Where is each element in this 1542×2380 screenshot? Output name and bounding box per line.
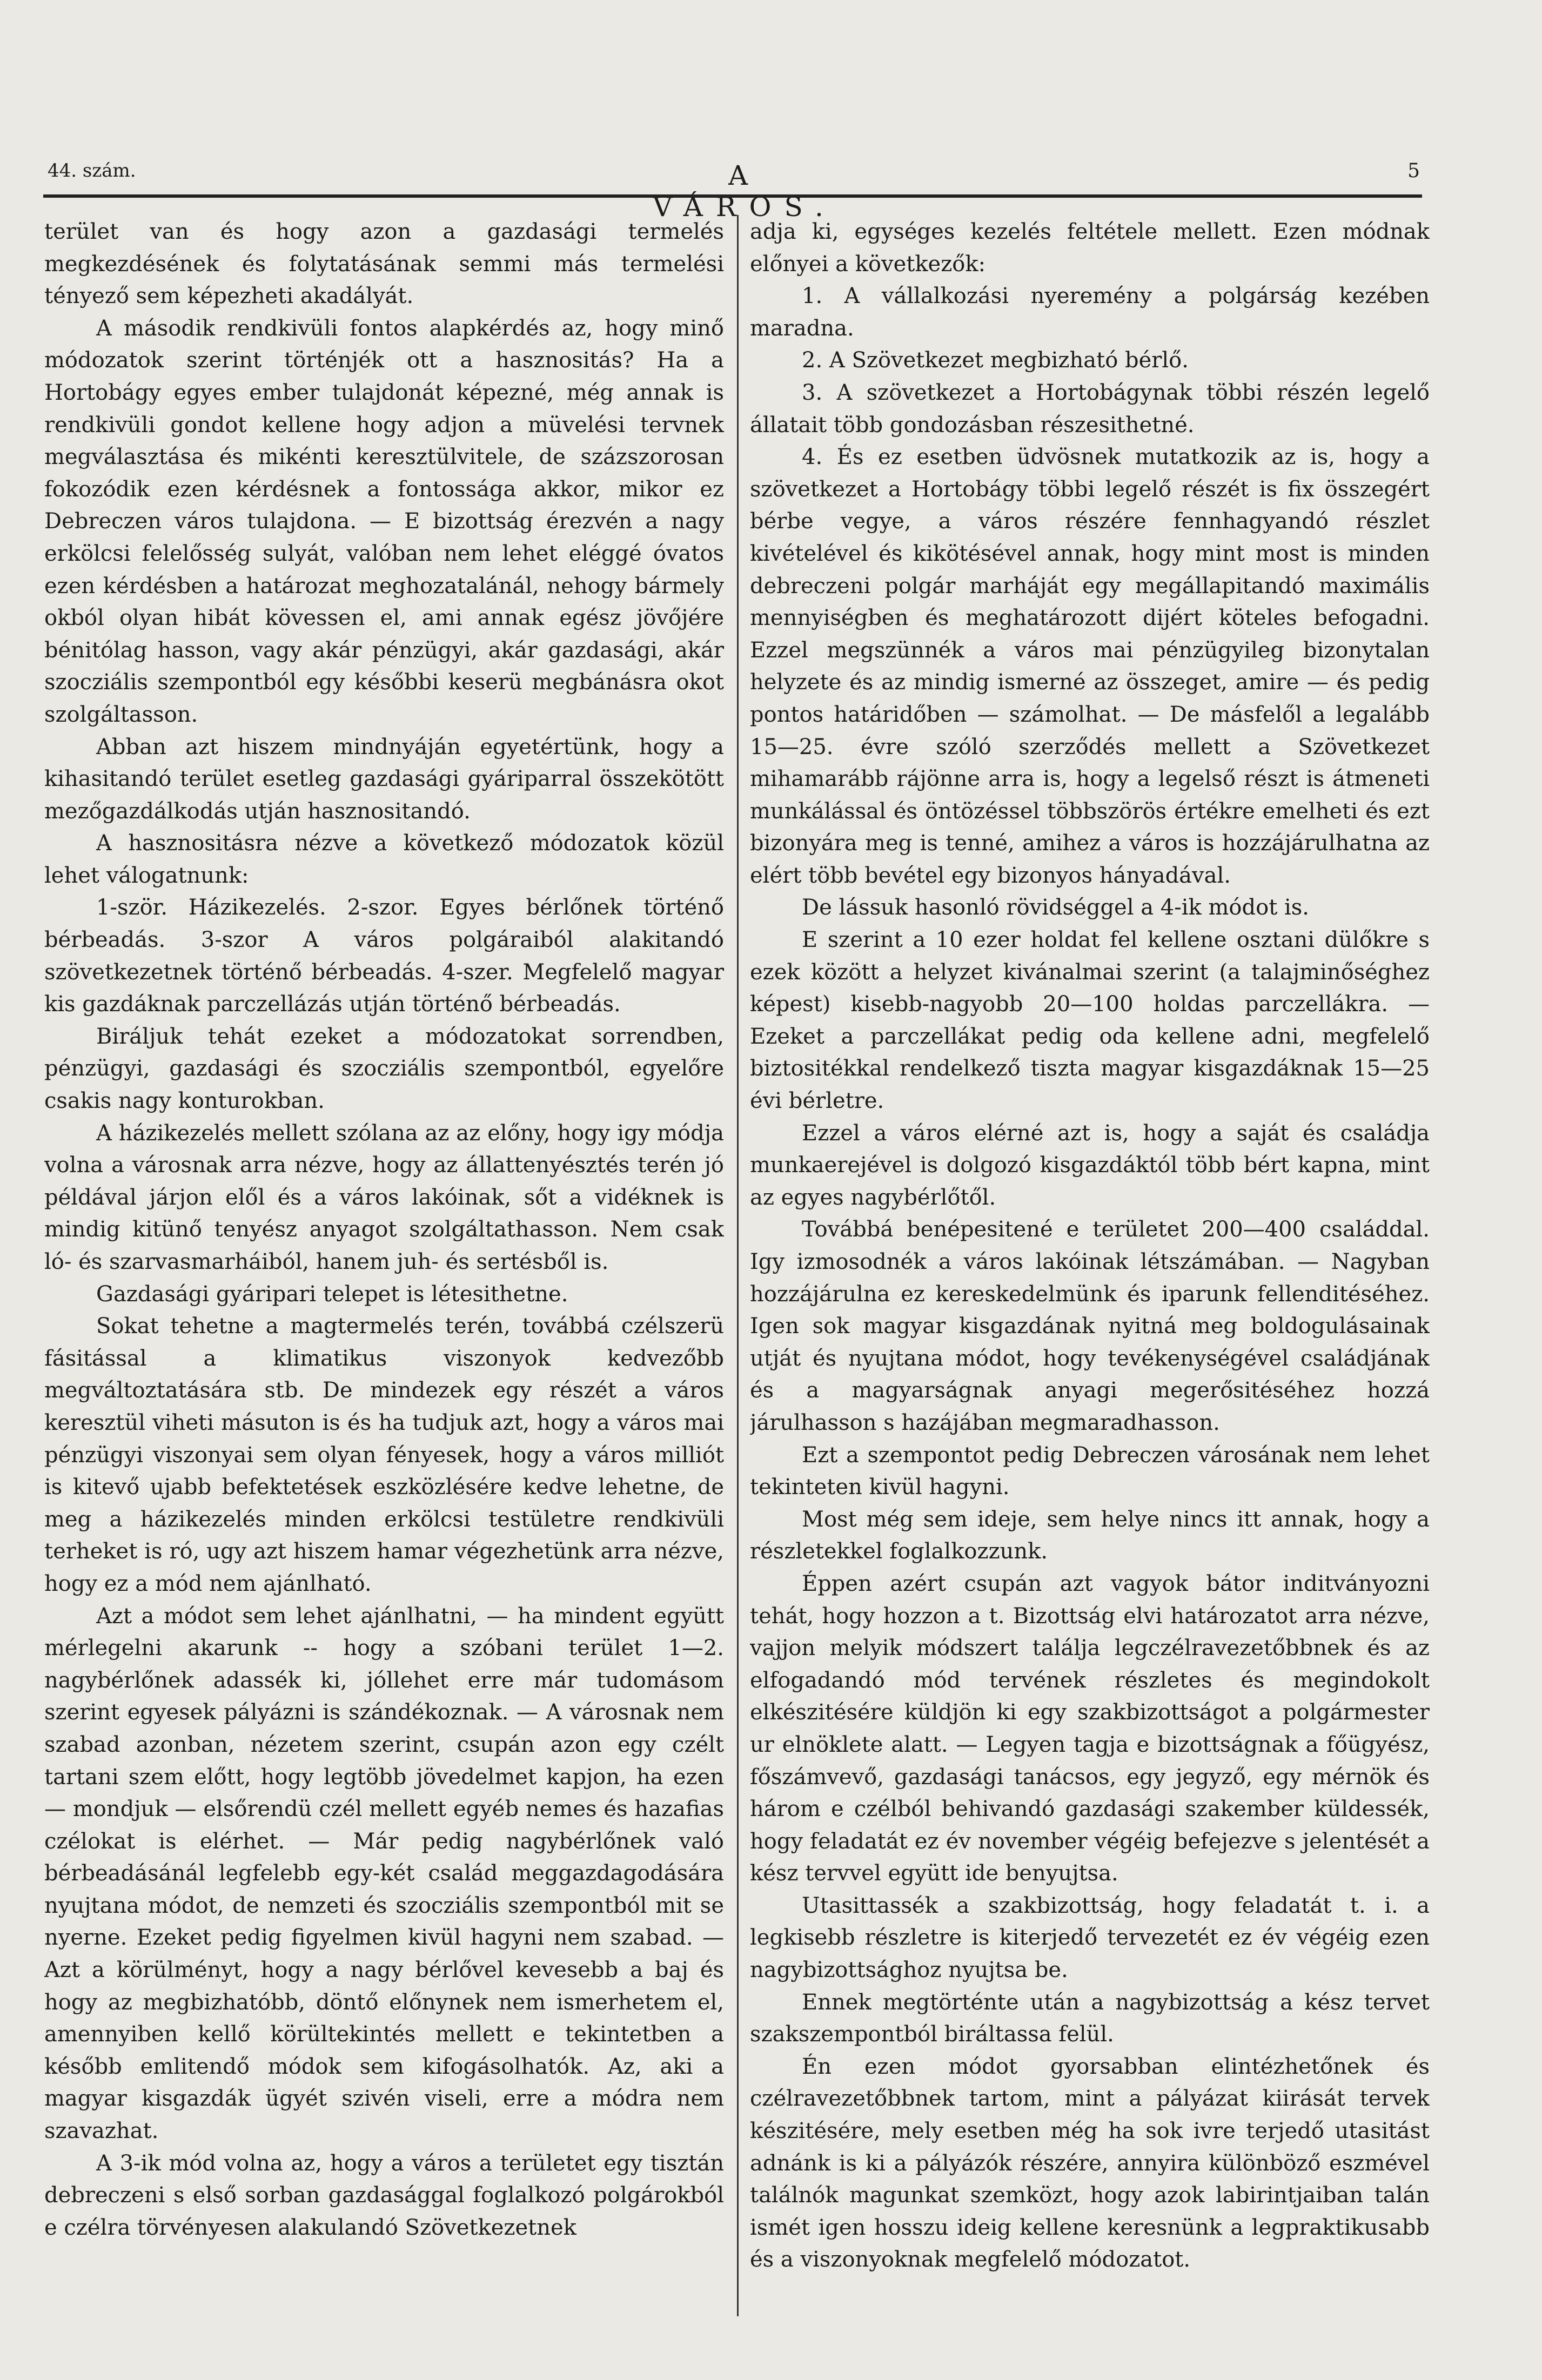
page-header: [48, 160, 1420, 223]
left-column: [44, 216, 724, 2312]
paragraph: Gazdasági gyáripari telepet is létesithetne.: [96, 1281, 568, 1307]
header-rule: [43, 194, 1422, 198]
paragraph: 1-ször. Házikezelés. 2-szor. Egyes bérlőnek történő bérbeadás. 3-szor A város polgáraiból alakitandó szövetkezetnek történő bérbeadás. 4-szer. Megfelelő magyar kis gazdáknak parczellázás utján történő bérbeadás.: [44, 895, 724, 1017]
paragraph: A hasznositásra nézve a következő módozatok közül lehet válogatnunk:: [44, 831, 724, 888]
paragraph: 1. A vállalkozási nyeremény a polgárság kezében maradna.: [750, 284, 1430, 341]
paragraph: Most még sem ideje, sem helye nincs itt annak, hogy a részletekkel foglalkozzunk.: [750, 1507, 1430, 1564]
paragraph: Ezt a szempontot pedig Debreczen városának nem lehet tekinteten kivül hagyni.: [750, 1442, 1430, 1500]
paragraph: 4. És ez esetben üdvösnek mutatkozik az is, hogy a szövetkezet a Hortobágy többi legelő részét is fix összegért bérbe vegye, a város részére fennhagyandó részlet kivételével és kikötésével annak, hogy mint most is minden debreczeni polgár marháját egy megállapitandó maximális mennyiségben és meghatározott dijért köteles befogadni. Ezzel megszünnék a város mai pénzügyileg bizonytalan helyzete és az mindig ismerné az összeget, amire — és pedig pontos határidőben — számolhat. — De másfelől a legalább 15—25. évre szóló szerződés mellett a Szövetkezet mihamarább rájönne arra is, hogy a legelső részt is átmeneti munkálással és öntözéssel többszörös értékre emelheti és ezt bizonyára meg is tenné, amihez a város is hozzájárulhatna az elért több bevétel egy bizonyos hányadával.: [750, 445, 1430, 888]
paragraph: adja ki, egységes kezelés feltétele mellett. Ezen módnak előnyei a következők:: [750, 219, 1430, 277]
right-column: [750, 216, 1430, 2312]
paragraph: Továbbá benépesitené e területet 200—400 családdal. Igy izmosodnék a város lakóinak létszámában. — Nagyban hozzájárulna ez kereskedelmünk és iparunk fellenditéséhez. Igen sok magyar kisgazdának nyitná meg boldogulásainak utját és nyujtana módot, hogy tevékenységével családjának és a magyarságnak anyagi megerősitéséhez hozzá járulhasson s hazájában megmaradhasson.: [750, 1217, 1430, 1435]
paragraph: Biráljuk tehát ezeket a módozatokat sorrendben, pénzügyi, gazdasági és szocziális szempontból, egyelőre csakis nagy konturokban.: [44, 1024, 724, 1114]
paragraph: A második rendkivüli fontos alapkérdés az, hogy minő módozatok szerint történjék ott a hasznositás? Ha a Hortobágy egyes ember tulajdonát képezné, még annak is rendkivüli gondot kellene hogy adjon a müvelési tervnek megválasztása és mikénti keresztülvitele, de százszorosan fokozódik ezen kérdésnek a fontossága akkor, mikor ez Debreczen város tulajdona. — E bizottság érezvén a nagy erkölcsi felelősség sulyát, valóban nem lehet eléggé óvatos ezen kérdésben a határozat meghozatalánál, nehogy bármely okból olyan hibát kövessen el, ami annak egész jövőjére bénitólag hasson, vagy akár pénzügyi, akár gazdasági, akár szocziális szempontból egy későbbi keserü megbánásra okot szolgáltasson.: [44, 315, 724, 727]
paragraph: Abban azt hiszem mindnyáján egyetértünk, hogy a kihasitandó terület esetleg gazdasági gyáriparral összekötött mezőgazdálkodás utján hasznositandó.: [44, 734, 724, 824]
page-number: 5: [1407, 160, 1420, 182]
paragraph: Éppen azért csupán azt vagyok bátor inditványozni tehát, hogy hozzon a t. Bizottság elvi határozatot arra nézve, vajjon melyik módszert találja legczélravezetőbbnek és az elfogadandó mód tervének részletes és megindokolt elkészitésére küldjön ki egy szakbizottságot a polgármester ur elnöklete alatt. — Legyen tagja e bizottságnak a főügyész, főszámvevő, gazdasági tanácsos, egy jegyző, egy mérnök és három e czélból behivandó gazdasági szakember küldessék, hogy feladatát ez év november végéig befejezve s jelentését a kész tervvel együtt ide benyujtsa.: [750, 1571, 1430, 1886]
paragraph: A 3-ik mód volna az, hogy a város a területet egy tisztán debreczeni s első sorban gazdasággal foglalkozó polgárokból e czélra törvényesen alakulandó Szövetkezetnek: [44, 2150, 724, 2240]
paragraph: 2. A Szövetkezet megbizható bérlő.: [802, 348, 1189, 373]
paragraph: A házikezelés mellett szólana az az előny, hogy igy módja volna a városnak arra nézve, hogy az állattenyésztés terén jó példával járjon elől és a város lakóinak, sőt a vidéknek is mindig kitünő tenyész anyagot szolgáltathasson. Nem csak ló- és szarvasmarháiból, hanem juh- és sertésből is.: [44, 1120, 724, 1274]
column-divider: [737, 215, 739, 2316]
paragraph: Azt a módot sem lehet ajánlhatni, — ha mindent együtt mérlegelni akarunk -- hogy a szóbani terület 1—2. nagybérlőnek adassék ki, jóllehet erre már tudomásom szerint egyesek pályázni is szándékoznak. — A városnak nem szabad azonban, nézetem szerint, csupán azon egy czélt tartani szem előtt, hogy legtöbb jövedelmet kapjon, ha ezen — mondjuk — elsőrendü czél mellett egyéb nemes és hazafias czélokat is elérhet. — Már pedig nagybérlőnek való bérbeadásánál legfelebb egy-két család meggazdagodására nyujtana módot, de nemzeti és szocziális szempontból mit se nyerne. Ezeket pedig figyelmen kivül hagyni nem szabad. — Azt a körülményt, hogy a nagy bérlővel kevesebb a baj és hogy az megbizhatóbb, döntő előnynek nem ismerhetem el, amennyiben kellő körültekintés mellett e tekintetben a később emlitendő módok sem kifogásolhatók. Az, aki a magyar kisgazdák ügyét szivén viseli, erre a módra nem szavazhat.: [44, 1603, 724, 2144]
issue-number: 44. szám.: [48, 160, 136, 181]
paragraph: 3. A szövetkezet a Hortobágynak többi részén legelő állatait több gondozásban részesithetné.: [750, 380, 1430, 438]
paragraph: Sokat tehetne a magtermelés terén, továbbá czélszerü fásitással a klimatikus viszonyok kedvezőbb megváltoztatására stb. De mindezek egy részét a város keresztül viheti másuton is és ha tudjuk azt, hogy a város mai pénzügyi viszonyai sem olyan fényesek, hogy a város milliót is kitevő ujabb befektetések eszközlésére kedve lehetne, de meg a házikezelés minden erkölcsi testületre rendkivüli terheket is ró, ugy azt hiszem hamar végezhetünk arra nézve, hogy ez a mód nem ajánlható.: [44, 1314, 724, 1596]
paragraph: Ezzel a város elérné azt is, hogy a saját és családja munkaerejével is dolgozó kisgazdáktól több bért kapna, mint az egyes nagybérlőtől.: [750, 1120, 1430, 1210]
paragraph: terület van és hogy azon a gazdasági termelés megkezdésének és folytatásának semmi más termelési tényező sem képezheti akadályát.: [44, 219, 724, 309]
paragraph: De lássuk hasonló rövidséggel a 4-ik módot is.: [802, 895, 1310, 920]
paragraph: E szerint a 10 ezer holdat fel kellene osztani dülőkre s ezek között a helyzet kivánalmai szerint (a talajminőséghez képest) kisebb-nagyobb 20—100 holdas parczellákra. — Ezeket a parczellákat pedig oda kellene adni, megfelelő biztositékkal rendelkező tiszta magyar kisgazdáknak 15—25 évi bérletre.: [750, 927, 1430, 1114]
newspaper-title: A VÁROS.: [653, 160, 836, 223]
paragraph: Utasittassék a szakbizottság, hogy feladatát t. i. a legkisebb részletre is kiterjedő tervezetét ez év végéig ezen nagybizottsághoz nyujtsa be.: [750, 1893, 1430, 1983]
paragraph: Ennek megtörténte után a nagybizottság a kész tervet szakszempontból biráltassa felül.: [750, 1989, 1430, 2047]
paragraph: Én ezen módot gyorsabban elintézhetőnek és czélravezetőbbnek tartom, mint a pályázat kiirását tervek készitésére, mely esetben még ha sok ivre terjedő utasitást adnánk is ki a pályázók részére, annyira különböző eszmével találnók magunkat szemközt, hogy azok labirintjaiban talán ismét igen hosszu ideig kellene keresnünk a legpraktikusabb és a viszonyoknak megfelelő módozatot.: [750, 2054, 1430, 2273]
